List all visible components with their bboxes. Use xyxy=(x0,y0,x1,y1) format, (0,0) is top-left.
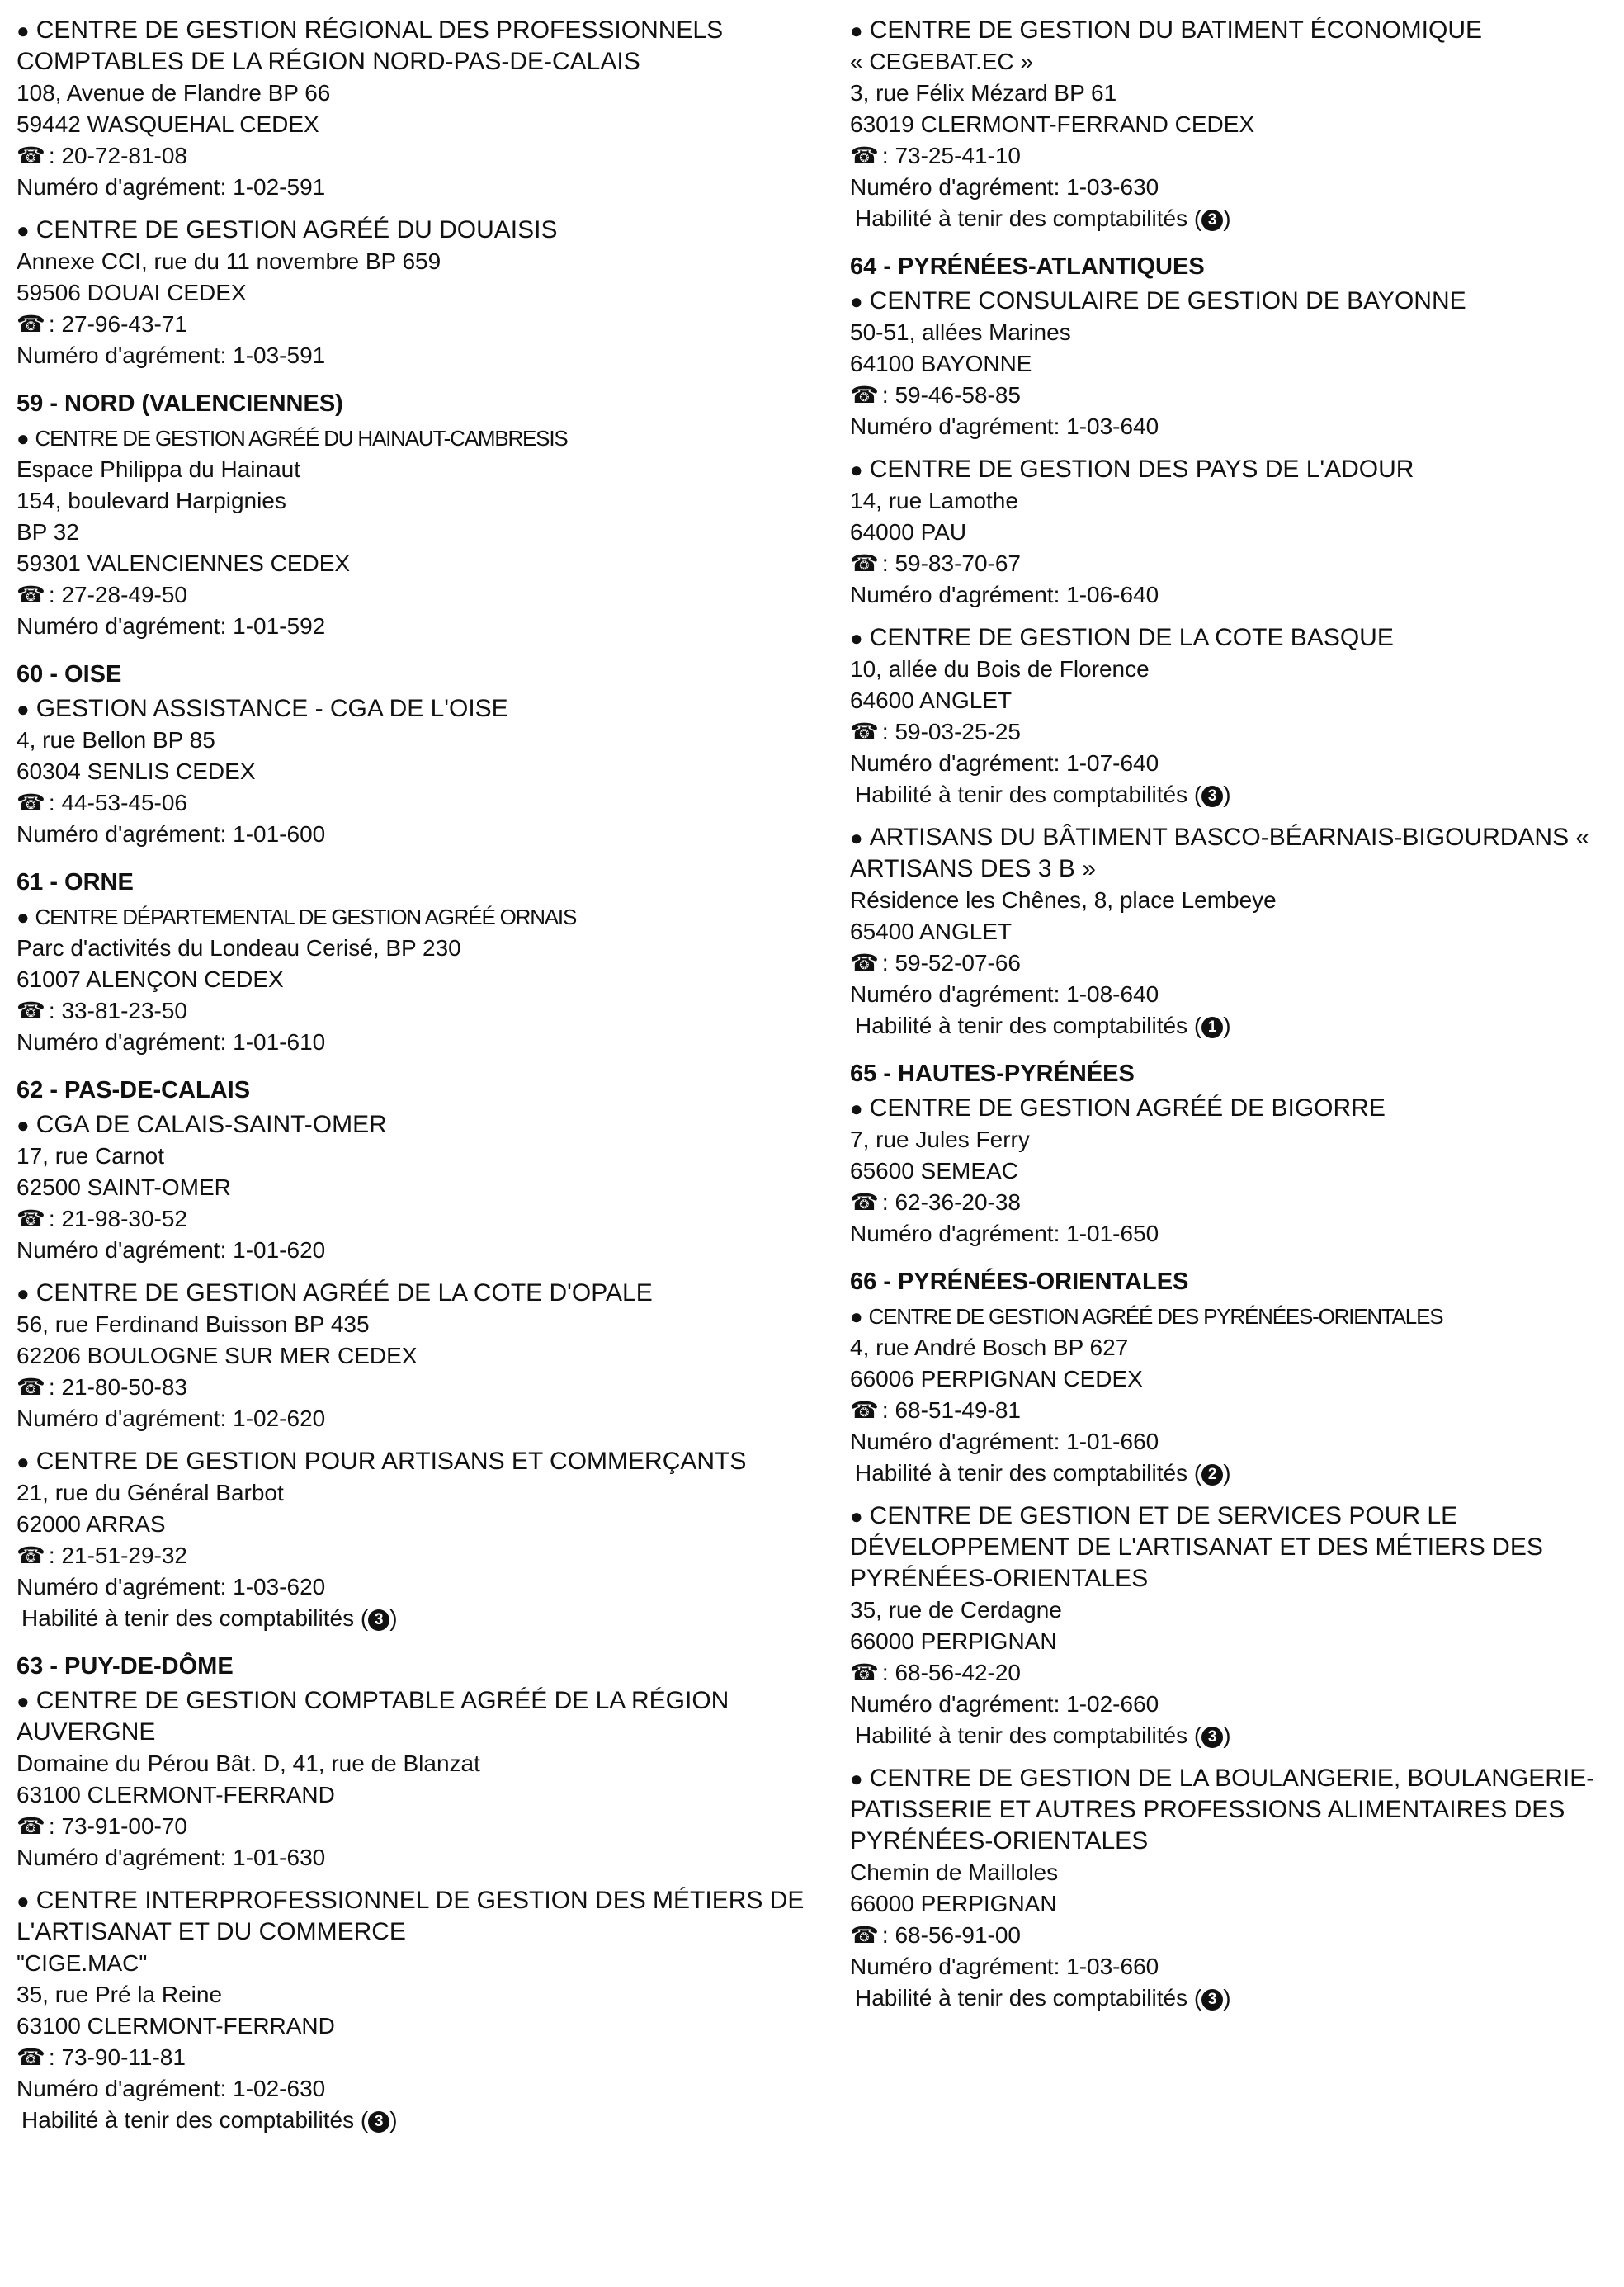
agrement-number: Numéro d'agrément: 1-02-630 xyxy=(17,2076,326,2101)
phone-icon: ☎ xyxy=(850,143,879,168)
circled-number-icon: 3 xyxy=(1201,1727,1223,1748)
entry-name-text: CENTRE DE GESTION RÉGIONAL DES PROFESSIONNELS COMPTABLES DE LA RÉGION NORD-PAS-DE-CALAIS xyxy=(17,17,724,75)
directory-entry xyxy=(850,1500,1613,1751)
address-line: "CIGE.MAC" xyxy=(17,1950,148,1976)
agrement-number: Numéro d'agrément: 1-03-620 xyxy=(17,1574,326,1599)
phone-icon: ☎ xyxy=(850,719,879,744)
address-line: Résidence les Chênes, 8, place Lembeye xyxy=(850,887,1277,913)
bullet-icon: ● xyxy=(850,1096,863,1121)
directory-entry xyxy=(850,1093,1613,1250)
phone-icon: ☎ xyxy=(17,790,45,815)
department-section xyxy=(850,1058,1613,1250)
address-line: Espace Philippa du Hainaut xyxy=(17,456,301,482)
address-line: Annexe CCI, rue du 11 novembre BP 659 xyxy=(17,248,441,274)
phone-number: : 21-98-30-52 xyxy=(48,1206,187,1231)
agrement-number: Numéro d'agrément: 1-01-610 xyxy=(17,1029,326,1055)
entry-name xyxy=(850,15,1613,46)
directory-entry xyxy=(17,1278,833,1434)
left-column xyxy=(17,15,833,2148)
phone-number: : 21-80-50-83 xyxy=(48,1374,187,1400)
bullet-icon: ● xyxy=(850,457,863,482)
phone-line xyxy=(850,947,1613,979)
phone-line xyxy=(850,140,1613,172)
department-heading: 63 - PUY-DE-DÔME xyxy=(17,1653,234,1680)
entry-name-text: CENTRE DE GESTION ET DE SERVICES POUR LE DÉVELOPPEMENT DE L'ARTISANAT ET DES MÉTIERS DES PYRÉNÉES-ORIENTALES xyxy=(850,1502,1543,1592)
bullet-icon: ● xyxy=(850,1504,863,1529)
directory-entry xyxy=(17,215,833,371)
entry-name xyxy=(850,1093,1613,1124)
department-section xyxy=(17,1075,833,1634)
department-section xyxy=(17,659,833,850)
agrement-number: Numéro d'agrément: 1-01-660 xyxy=(850,1429,1159,1454)
phone-line xyxy=(850,1657,1613,1689)
directory-entry xyxy=(17,1885,833,2136)
agrement-number: Numéro d'agrément: 1-01-630 xyxy=(17,1845,326,1870)
agrement-number: Numéro d'agrément: 1-02-620 xyxy=(17,1406,326,1431)
address-line: 56, rue Ferdinand Buisson BP 435 xyxy=(17,1311,370,1337)
address-line: 62000 ARRAS xyxy=(17,1511,166,1537)
directory-entry xyxy=(850,286,1613,442)
phone-icon: ☎ xyxy=(850,1660,879,1685)
circled-number-icon: 2 xyxy=(1201,1464,1223,1486)
bullet-icon: ● xyxy=(17,1281,30,1306)
phone-number: : 44-53-45-06 xyxy=(48,790,187,815)
agrement-number: Numéro d'agrément: 1-01-592 xyxy=(17,613,326,639)
habilitation-text: Habilité à tenir des comptabilités ( xyxy=(21,1605,369,1631)
bullet-icon: ● xyxy=(17,1888,30,1913)
bullet-icon: ● xyxy=(850,1766,863,1791)
phone-line xyxy=(850,1395,1613,1426)
address-line: 4, rue Bellon BP 85 xyxy=(17,727,215,753)
address-line: 3, rue Félix Mézard BP 61 xyxy=(850,80,1117,106)
agrement-number: Numéro d'agrément: 1-02-591 xyxy=(17,174,326,200)
entry-name xyxy=(17,1278,833,1309)
department-heading: 62 - PAS-DE-CALAIS xyxy=(17,1077,251,1103)
phone-line xyxy=(17,995,833,1027)
entry-name-text: CENTRE DE GESTION AGRÉÉ DE LA COTE D'OPALE xyxy=(35,1279,653,1307)
habilitation-line: Habilité à tenir des comptabilités ( 1 ) xyxy=(855,1013,1231,1038)
bullet-icon: ● xyxy=(850,825,863,850)
address-line: 64100 BAYONNE xyxy=(850,351,1032,376)
agrement-number: Numéro d'agrément: 1-06-640 xyxy=(850,582,1159,607)
right-column xyxy=(850,15,1613,2025)
address-line: 66000 PERPIGNAN xyxy=(850,1628,1057,1654)
phone-icon: ☎ xyxy=(17,998,45,1023)
entry-name xyxy=(17,901,833,933)
department-section xyxy=(17,388,833,642)
phone-line xyxy=(850,1920,1613,1951)
entry-name xyxy=(17,693,833,725)
department-section xyxy=(17,15,833,371)
habilitation-text: Habilité à tenir des comptabilités ( xyxy=(855,782,1202,807)
department-heading: 61 - ORNE xyxy=(17,869,134,895)
agrement-number: Numéro d'agrément: 1-03-660 xyxy=(850,1954,1159,1979)
agrement-number: Numéro d'agrément: 1-01-650 xyxy=(850,1221,1159,1246)
address-line: 62206 BOULOGNE SUR MER CEDEX xyxy=(17,1343,418,1368)
entry-name-text: GESTION ASSISTANCE - CGA DE L'OISE xyxy=(35,695,508,722)
agrement-number: Numéro d'agrément: 1-01-620 xyxy=(17,1237,326,1263)
phone-icon: ☎ xyxy=(17,1813,45,1839)
address-line: 14, rue Lamothe xyxy=(850,488,1018,513)
habilitation-line: Habilité à tenir des comptabilités ( 3 ) xyxy=(855,1985,1231,2011)
bullet-icon: ● xyxy=(850,1304,862,1329)
address-line: 66006 PERPIGNAN CEDEX xyxy=(850,1366,1143,1392)
directory-entry xyxy=(850,622,1613,810)
entry-name-text: CENTRE DE GESTION DE LA COTE BASQUE xyxy=(869,624,1394,651)
address-line: 4, rue André Bosch BP 627 xyxy=(850,1335,1129,1360)
phone-number: : 68-56-42-20 xyxy=(881,1660,1021,1685)
address-line: 10, allée du Bois de Florence xyxy=(850,656,1150,682)
phone-icon: ☎ xyxy=(850,1397,879,1423)
phone-number: : 62-36-20-38 xyxy=(881,1189,1021,1215)
address-line: Domaine du Pérou Bât. D, 41, rue de Blanzat xyxy=(17,1751,480,1776)
entry-name xyxy=(850,454,1613,485)
agrement-number: Numéro d'agrément: 1-03-591 xyxy=(17,343,326,368)
circled-number-icon: 3 xyxy=(368,2111,389,2133)
phone-icon: ☎ xyxy=(17,582,45,607)
directory-entry xyxy=(850,15,1613,234)
address-line: Chemin de Mailloles xyxy=(850,1859,1059,1885)
address-line: 65600 SEMEAC xyxy=(850,1158,1018,1184)
phone-number: : 59-52-07-66 xyxy=(881,950,1021,976)
agrement-number: Numéro d'agrément: 1-03-640 xyxy=(850,413,1159,439)
department-heading: 64 - PYRÉNÉES-ATLANTIQUES xyxy=(850,253,1205,280)
address-line: « CEGEBAT.EC » xyxy=(850,49,1034,74)
directory-entry xyxy=(850,1763,1613,2014)
agrement-number: Numéro d'agrément: 1-03-630 xyxy=(850,174,1159,200)
habilitation-line: Habilité à tenir des comptabilités ( 3 ) xyxy=(21,2107,398,2133)
address-line: 17, rue Carnot xyxy=(17,1143,164,1169)
address-line: 64000 PAU xyxy=(850,519,967,545)
address-line: 63100 CLERMONT-FERRAND xyxy=(17,2013,335,2039)
phone-number: : 68-51-49-81 xyxy=(881,1397,1021,1423)
entry-name-text: CENTRE DÉPARTEMENTAL DE GESTION AGRÉÉ ORNAIS xyxy=(35,905,577,929)
entry-name xyxy=(850,1301,1613,1332)
department-heading: 66 - PYRÉNÉES-ORIENTALES xyxy=(850,1269,1189,1295)
phone-line xyxy=(850,380,1613,411)
phone-line xyxy=(850,716,1613,748)
entry-name-text: CENTRE DE GESTION AGRÉÉ DE BIGORRE xyxy=(869,1094,1386,1122)
directory-entry xyxy=(17,1685,833,1874)
phone-icon: ☎ xyxy=(17,1206,45,1231)
entry-name-text: CENTRE INTERPROFESSIONNEL DE GESTION DES MÉTIERS DE L'ARTISANAT ET DU COMMERCE xyxy=(17,1887,805,1945)
entry-name-text: CENTRE DE GESTION DES PAYS DE L'ADOUR xyxy=(869,456,1414,483)
directory-entry xyxy=(17,901,833,1058)
agrement-number: Numéro d'agrément: 1-08-640 xyxy=(850,981,1159,1007)
habilitation-line: Habilité à tenir des comptabilités ( 3 ) xyxy=(855,206,1231,231)
phone-icon: ☎ xyxy=(17,2044,45,2070)
entry-name xyxy=(850,1763,1613,1857)
directory-entry xyxy=(850,822,1613,1042)
entry-name-text: CGA DE CALAIS-SAINT-OMER xyxy=(35,1111,387,1138)
phone-icon: ☎ xyxy=(850,550,879,576)
address-line: 61007 ALENÇON CEDEX xyxy=(17,966,284,992)
phone-icon: ☎ xyxy=(17,1374,45,1400)
directory-entry xyxy=(17,693,833,850)
bullet-icon: ● xyxy=(850,18,863,43)
address-line: 154, boulevard Harpignies xyxy=(17,488,286,513)
phone-line xyxy=(17,140,833,172)
address-line: 62500 SAINT-OMER xyxy=(17,1174,231,1200)
bullet-icon: ● xyxy=(17,426,29,451)
entry-name xyxy=(17,15,833,78)
entry-name-text: CENTRE DE GESTION AGRÉÉ DU HAINAUT-CAMBRESIS xyxy=(35,426,568,451)
phone-number: : 68-56-91-00 xyxy=(881,1922,1021,1948)
address-line: 66000 PERPIGNAN xyxy=(850,1891,1057,1916)
address-line: 59301 VALENCIENNES CEDEX xyxy=(17,550,351,576)
phone-line xyxy=(17,1540,833,1571)
address-line: 35, rue de Cerdagne xyxy=(850,1597,1062,1623)
habilitation-text: Habilité à tenir des comptabilités ( xyxy=(855,1013,1202,1038)
entry-name xyxy=(850,286,1613,317)
phone-line xyxy=(17,1372,833,1403)
entry-name-text: CENTRE DE GESTION COMPTABLE AGRÉÉ DE LA RÉGION AUVERGNE xyxy=(17,1687,729,1746)
phone-line xyxy=(850,1187,1613,1218)
entry-name xyxy=(17,1446,833,1477)
directory-entry xyxy=(17,15,833,203)
entry-name-text: CENTRE DE GESTION DU BATIMENT ÉCONOMIQUE xyxy=(869,17,1482,44)
entry-name xyxy=(17,215,833,246)
entry-name xyxy=(17,1109,833,1141)
entry-name xyxy=(850,822,1613,885)
phone-number: : 21-51-29-32 xyxy=(48,1543,187,1568)
bullet-icon: ● xyxy=(17,1113,30,1137)
agrement-number: Numéro d'agrément: 1-02-660 xyxy=(850,1691,1159,1717)
phone-line xyxy=(850,548,1613,579)
directory-entry xyxy=(850,1301,1613,1489)
directory-entry xyxy=(17,1446,833,1634)
address-line: 65400 ANGLET xyxy=(850,919,1013,944)
entry-name-text: CENTRE DE GESTION AGRÉÉ DES PYRÉNÉES-ORIENTALES xyxy=(868,1304,1443,1329)
address-line: BP 32 xyxy=(17,519,79,545)
address-line: 64600 ANGLET xyxy=(850,688,1013,713)
phone-number: : 33-81-23-50 xyxy=(48,998,187,1023)
habilitation-text: Habilité à tenir des comptabilités ( xyxy=(855,1985,1202,2011)
habilitation-text: Habilité à tenir des comptabilités ( xyxy=(855,206,1202,231)
bullet-icon: ● xyxy=(17,218,30,243)
entry-name-text: CENTRE DE GESTION POUR ARTISANS ET COMMERÇANTS xyxy=(35,1448,747,1475)
circled-number-icon: 1 xyxy=(1201,1017,1223,1038)
bullet-icon: ● xyxy=(850,289,863,314)
bullet-icon: ● xyxy=(850,626,863,650)
bullet-icon: ● xyxy=(17,905,29,929)
address-line: 59442 WASQUEHAL CEDEX xyxy=(17,111,319,137)
habilitation-line: Habilité à tenir des comptabilités ( 2 ) xyxy=(855,1460,1231,1486)
entry-name xyxy=(17,423,833,454)
department-section xyxy=(17,1651,833,2136)
bullet-icon: ● xyxy=(17,18,30,43)
department-heading: 59 - NORD (VALENCIENNES) xyxy=(17,390,343,417)
phone-number: : 59-83-70-67 xyxy=(881,550,1021,576)
department-heading: 60 - OISE xyxy=(17,661,122,688)
department-section xyxy=(17,867,833,1058)
phone-number: : 27-96-43-71 xyxy=(48,311,187,337)
circled-number-icon: 3 xyxy=(1201,1989,1223,2011)
address-line: 35, rue Pré la Reine xyxy=(17,1982,223,2007)
address-line: 63100 CLERMONT-FERRAND xyxy=(17,1782,335,1807)
phone-icon: ☎ xyxy=(850,1189,879,1215)
entry-name xyxy=(850,622,1613,654)
bullet-icon: ● xyxy=(17,1689,30,1713)
bullet-icon: ● xyxy=(17,1449,30,1474)
habilitation-line: Habilité à tenir des comptabilités ( 3 ) xyxy=(855,1722,1231,1748)
entry-name xyxy=(850,1500,1613,1595)
agrement-number: Numéro d'agrément: 1-07-640 xyxy=(850,750,1159,776)
habilitation-text: Habilité à tenir des comptabilités ( xyxy=(21,2107,369,2133)
phone-number: : 73-91-00-70 xyxy=(48,1813,187,1839)
entry-name-text: CENTRE DE GESTION DE LA BOULANGERIE, BOULANGERIE-PATISSERIE ET AUTRES PROFESSIONS ALIMENTAIRES DES PYRÉNÉES-ORIENTALES xyxy=(850,1765,1595,1855)
directory-entry xyxy=(17,1109,833,1266)
address-line: 108, Avenue de Flandre BP 66 xyxy=(17,80,331,106)
entry-name xyxy=(17,1685,833,1748)
address-line: 59506 DOUAI CEDEX xyxy=(17,280,247,305)
phone-icon: ☎ xyxy=(17,1543,45,1568)
habilitation-text: Habilité à tenir des comptabilités ( xyxy=(855,1722,1202,1748)
phone-number: : 27-28-49-50 xyxy=(48,582,187,607)
directory-entry xyxy=(850,454,1613,611)
address-line: 60304 SENLIS CEDEX xyxy=(17,758,256,784)
phone-line xyxy=(17,1811,833,1842)
address-line: Parc d'activités du Londeau Cerisé, BP 230 xyxy=(17,935,461,961)
phone-number: : 59-46-58-85 xyxy=(881,382,1021,408)
entry-name-text: ARTISANS DU BÂTIMENT BASCO-BÉARNAIS-BIGOURDANS « ARTISANS DES 3 B » xyxy=(850,824,1590,882)
phone-icon: ☎ xyxy=(850,382,879,408)
department-section xyxy=(850,1266,1613,2014)
circled-number-icon: 3 xyxy=(368,1609,389,1631)
phone-line xyxy=(17,1203,833,1235)
phone-icon: ☎ xyxy=(17,311,45,337)
phone-number: : 20-72-81-08 xyxy=(48,143,187,168)
department-heading: 65 - HAUTES-PYRÉNÉES xyxy=(850,1061,1135,1087)
directory-entry xyxy=(17,423,833,642)
bullet-icon: ● xyxy=(17,697,30,721)
entry-name xyxy=(17,1885,833,1948)
habilitation-line: Habilité à tenir des comptabilités ( 3 ) xyxy=(21,1605,398,1631)
phone-number: : 73-25-41-10 xyxy=(881,143,1021,168)
address-line: 7, rue Jules Ferry xyxy=(850,1127,1030,1152)
entry-name-text: CENTRE CONSULAIRE DE GESTION DE BAYONNE xyxy=(869,287,1466,314)
phone-icon: ☎ xyxy=(17,143,45,168)
circled-number-icon: 3 xyxy=(1201,210,1223,231)
phone-icon: ☎ xyxy=(850,950,879,976)
department-section xyxy=(850,251,1613,1042)
phone-line xyxy=(17,2042,833,2073)
phone-line xyxy=(17,309,833,340)
habilitation-line: Habilité à tenir des comptabilités ( 3 ) xyxy=(855,782,1231,807)
address-line: 50-51, allées Marines xyxy=(850,319,1071,345)
department-section xyxy=(850,15,1613,234)
phone-line xyxy=(17,579,833,611)
phone-number: : 59-03-25-25 xyxy=(881,719,1021,744)
phone-number: : 73-90-11-81 xyxy=(48,2044,186,2070)
address-line: 63019 CLERMONT-FERRAND CEDEX xyxy=(850,111,1255,137)
phone-line xyxy=(17,787,833,819)
address-line: 21, rue du Général Barbot xyxy=(17,1480,284,1505)
circled-number-icon: 3 xyxy=(1201,786,1223,807)
phone-icon: ☎ xyxy=(850,1922,879,1948)
habilitation-text: Habilité à tenir des comptabilités ( xyxy=(855,1460,1202,1486)
agrement-number: Numéro d'agrément: 1-01-600 xyxy=(17,821,326,847)
entry-name-text: CENTRE DE GESTION AGRÉÉ DU DOUAISIS xyxy=(35,216,558,243)
